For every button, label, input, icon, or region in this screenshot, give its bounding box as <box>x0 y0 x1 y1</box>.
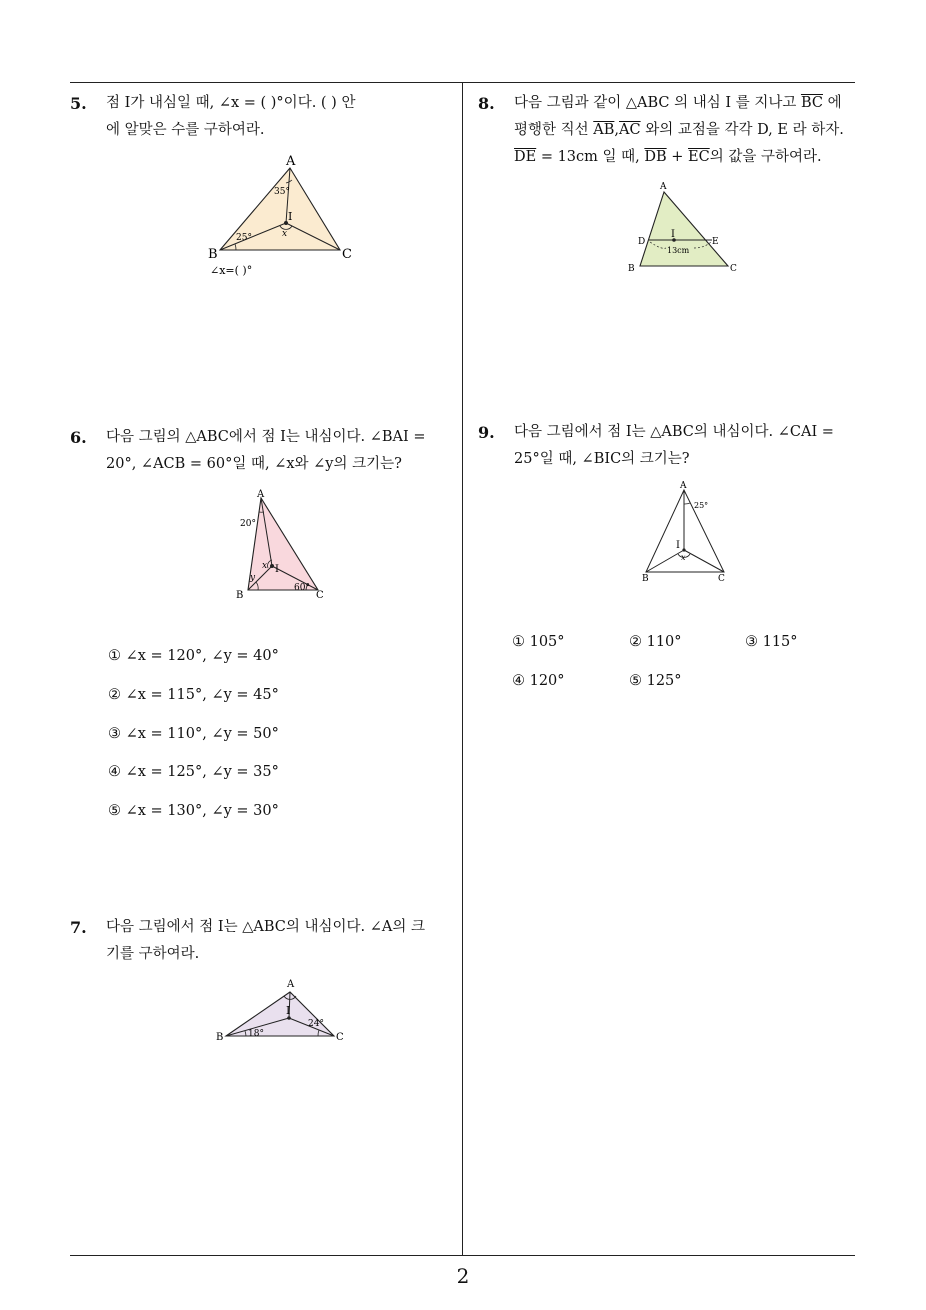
angle-label: 25° <box>236 233 252 243</box>
angle-label: 35° <box>274 187 290 197</box>
column-divider <box>462 82 463 1256</box>
page-number: 2 <box>456 1264 470 1288</box>
choice-5[interactable]: ⑤ ∠x = 130°, ∠y = 30° <box>108 803 279 819</box>
angle-label: 60° <box>294 583 310 593</box>
question-number: 5. <box>70 94 87 113</box>
segment-ac: $\overline{AC}$ <box>619 122 641 138</box>
q8-triangle-figure <box>622 178 752 282</box>
segment-ab: $\overline{AB}$ <box>593 122 615 138</box>
vertex-label-c: C <box>336 1032 344 1043</box>
incenter-label: I <box>288 210 293 223</box>
angle-label: 25° <box>694 501 709 510</box>
vertex-label-b: B <box>628 264 635 274</box>
point-label-d: D <box>638 237 646 247</box>
question-number: 7. <box>70 918 87 937</box>
q6-triangle-figure <box>228 486 338 608</box>
angle-y-label: y <box>250 573 256 583</box>
question-5 <box>70 90 455 144</box>
incenter-label: I <box>275 564 279 575</box>
question-text-line: 다음 그림에서 점 I는 △ABC의 내심이다. ∠A의 크 <box>106 919 425 935</box>
question-9 <box>478 419 858 473</box>
choice-5[interactable]: ⑤ 125° <box>629 673 682 689</box>
vertex-label-c: C <box>316 590 324 601</box>
question-text-line: 에 알맞은 수를 구하여라. <box>106 122 265 138</box>
vertex-label-b: B <box>642 574 649 584</box>
choice-4[interactable]: ④ 120° <box>512 673 565 689</box>
length-label: 13cm <box>667 246 690 255</box>
vertex-label-b: B <box>208 247 218 262</box>
choice-4[interactable]: ④ ∠x = 125°, ∠y = 35° <box>108 764 279 780</box>
point-label-e: E <box>712 237 719 247</box>
question-text-line: 20°, ∠ACB = 60°일 때, ∠x와 ∠y의 크기는? <box>106 456 402 472</box>
angle-x-label: x <box>681 553 686 562</box>
choice-2[interactable]: ② 110° <box>629 634 682 650</box>
angle-label: 18° <box>248 1029 264 1039</box>
question-text-line: 다음 그림의 △ABC에서 점 I는 내심이다. ∠BAI = <box>106 429 426 445</box>
angle-label: 24° <box>308 1019 324 1029</box>
q9-triangle-figure <box>636 478 736 590</box>
vertex-label-c: C <box>718 574 725 584</box>
vertex-label-c: C <box>342 247 352 262</box>
segment-db: $\overline{DB}$ <box>644 149 667 165</box>
question-6 <box>70 424 455 478</box>
vertex-label-a: A <box>286 154 296 169</box>
question-text-line: 평행한 직선 $\overline{AB},\overline{AC}$ 와의 교점을 각각 D, E 라 하자. <box>514 122 844 138</box>
choice-2[interactable]: ② ∠x = 115°, ∠y = 45° <box>108 687 279 703</box>
segment-de: $\overline{DE}$ <box>514 149 537 165</box>
vertex-label-a: A <box>257 489 265 500</box>
question-text-line: 다음 그림에서 점 I는 △ABC의 내심이다. ∠CAI = <box>514 424 834 440</box>
segment-ec: $\overline{EC}$ <box>688 149 710 165</box>
choice-3[interactable]: ③ ∠x = 110°, ∠y = 50° <box>108 726 279 742</box>
q5-triangle-figure <box>200 150 370 289</box>
vertex-label-b: B <box>216 1032 224 1043</box>
choice-3[interactable]: ③ 115° <box>745 634 798 650</box>
question-text-line: $\overline{DE} = 13cm$ 일 때, $\overline{DB} + \overline{EC}$의 값을 구하여라. <box>514 149 822 165</box>
incenter-label: I <box>671 229 675 240</box>
incenter-label: I <box>286 1004 291 1017</box>
vertex-label-a: A <box>680 481 687 491</box>
question-number: 9. <box>478 423 495 442</box>
bottom-rule <box>70 1255 855 1256</box>
question-8 <box>478 90 858 171</box>
segment-bc: $\overline{BC}$ <box>800 95 823 111</box>
q7-triangle-figure <box>210 974 350 1050</box>
vertex-label-a: A <box>287 979 295 990</box>
choice-1[interactable]: ① 105° <box>512 634 565 650</box>
angle-x-label: x <box>282 229 288 239</box>
question-number: 6. <box>70 428 87 447</box>
incenter-label: I <box>676 540 680 551</box>
question-number: 8. <box>478 94 495 113</box>
question-text-line: 기를 구하여라. <box>106 946 200 962</box>
vertex-label-a: A <box>660 182 667 192</box>
choice-1[interactable]: ① ∠x = 120°, ∠y = 40° <box>108 648 279 664</box>
answer-blank: ∠x=( )° <box>210 264 253 277</box>
angle-label: 20° <box>240 519 256 529</box>
question-7 <box>70 914 455 968</box>
vertex-label-c: C <box>730 264 737 274</box>
angle-x-label: x <box>262 561 268 571</box>
vertex-label-b: B <box>236 590 244 601</box>
question-text-line: 다음 그림과 같이 △ABC 의 내심 I 를 지나고 $\overline{BC}$ 에 <box>514 95 842 111</box>
question-text-line: 점 I가 내심일 때, ∠x = ( )°이다. ( ) 안 <box>106 95 356 111</box>
question-text-line: 25°일 때, ∠BIC의 크기는? <box>514 451 690 467</box>
